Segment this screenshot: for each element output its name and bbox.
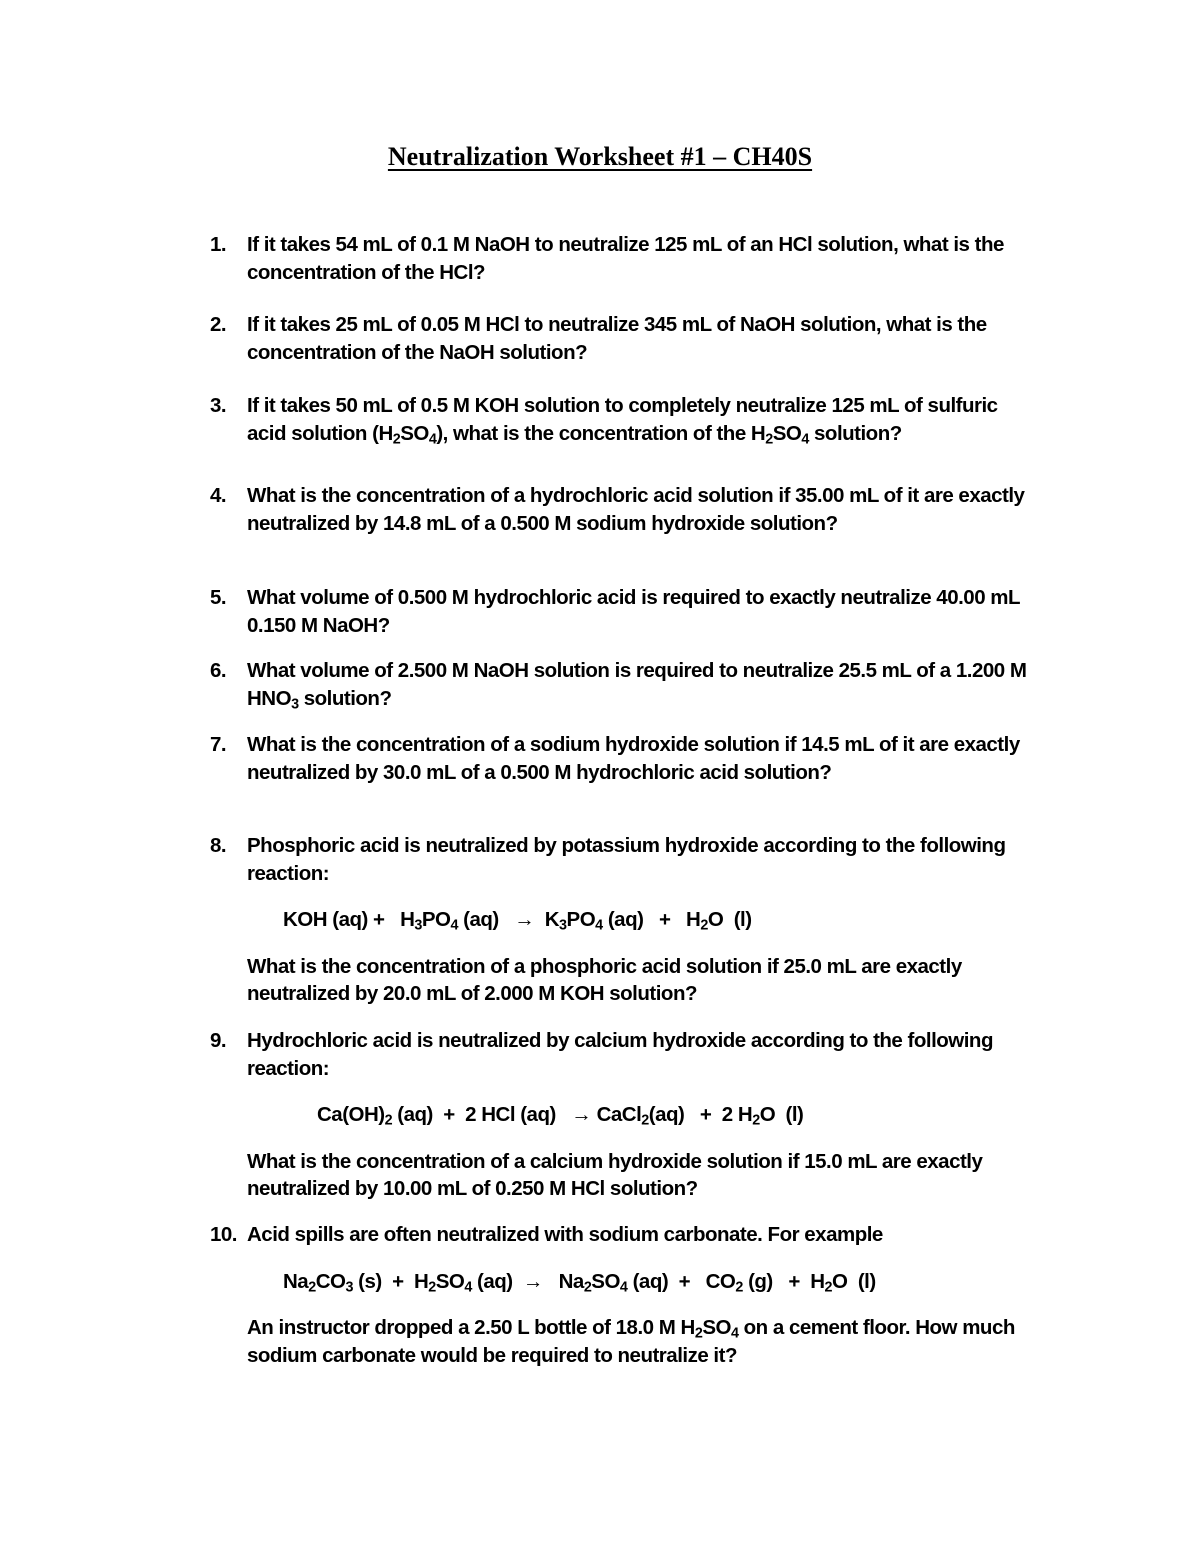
question-3 bbox=[210, 392, 1030, 447]
question-number: 7. bbox=[210, 733, 227, 756]
question-4 bbox=[210, 482, 1030, 537]
reaction-equation: $Ca(OH)_2$ (aq) + 2 HCl (aq) → CaCl$_2$(aq) + 2 $H_2O$ (l) bbox=[317, 1103, 804, 1129]
question-10 bbox=[210, 1221, 1030, 1369]
question-text: If it takes 25 mL of 0.05 M HCl to neutralize 345 mL of NaOH solution, what is the concentration of the NaOH solution? bbox=[247, 313, 987, 364]
question-intro: Hydrochloric acid is neutralized by calcium hydroxide according to the following reaction: bbox=[247, 1029, 993, 1080]
question-number: 5. bbox=[210, 586, 227, 609]
question-intro: Phosphoric acid is neutralized by potassium hydroxide according to the following reaction: bbox=[247, 834, 1006, 885]
question-number: 2. bbox=[210, 313, 227, 336]
question-number: 4. bbox=[210, 484, 227, 507]
question-text: An instructor dropped a 2.50 L bottle of 18.0 M $H_2SO_4$ on a cement floor. How much sodium carbonate would be required to neutralize it? bbox=[247, 1316, 1015, 1367]
question-9 bbox=[210, 1027, 1030, 1203]
question-text: What is the concentration of a phosphoric acid solution if 25.0 mL are exactly neutralized by 20.0 mL of 2.000 M KOH solution? bbox=[247, 954, 962, 1005]
question-text: What volume of 2.500 M NaOH solution is required to neutralize 25.5 mL of a 1.200 M $HNO_3$ solution? bbox=[247, 659, 1027, 713]
question-7 bbox=[210, 731, 1030, 786]
question-1 bbox=[210, 231, 1030, 286]
question-2 bbox=[210, 311, 1030, 366]
question-6 bbox=[210, 657, 1030, 712]
reaction-equation: KOH $(aq) + H_3PO_4$ $(aq) \to K_3PO_4$ $(aq) + H_2O$ (l) bbox=[283, 908, 752, 934]
question-intro: Acid spills are often neutralized with sodium carbonate. For example bbox=[247, 1223, 883, 1246]
question-text: What volume of 0.500 M hydrochloric acid is required to exactly neutralize 40.00 mL 0.150 M NaOH? bbox=[247, 586, 1020, 637]
question-text: If it takes 50 mL of 0.5 M KOH solution to completely neutralize 125 mL of sulfuric acid solution $(H_2SO_4)$, what is the concentration of the $H_2SO_4$ solution? bbox=[247, 394, 998, 448]
question-number: 6. bbox=[210, 659, 227, 682]
question-number: 10. bbox=[210, 1223, 237, 1246]
question-number: 9. bbox=[210, 1029, 227, 1052]
question-number: 3. bbox=[210, 394, 227, 417]
question-text: What is the concentration of a hydrochloric acid solution if 35.00 mL of it are exactly neutralized by 14.8 mL of a 0.500 M sodium hydroxide solution? bbox=[247, 484, 1025, 535]
question-number: 8. bbox=[210, 834, 227, 857]
question-5 bbox=[210, 584, 1030, 639]
reaction-equation: $Na_2CO_3$ $(s) + H_2SO_4$ $(aq) \to Na_2SO_4$ $(aq) + CO_2$ $(g) + H_2O$ (l) bbox=[283, 1269, 876, 1296]
page-title: Neutralization Worksheet #1 – CH40S bbox=[387, 142, 813, 171]
question-number: 1. bbox=[210, 233, 227, 256]
question-text: What is the concentration of a calcium hydroxide solution if 15.0 mL are exactly neutralized by 10.00 mL of 0.250 M HCl solution? bbox=[247, 1149, 983, 1200]
question-8 bbox=[210, 832, 1030, 1008]
question-text: If it takes 54 mL of 0.1 M NaOH to neutralize 125 mL of an HCl solution, what is the concentration of the HCl? bbox=[247, 233, 1004, 284]
question-text: What is the concentration of a sodium hydroxide solution if 14.5 mL of it are exactly neutralized by 30.0 mL of a 0.500 M hydrochloric acid solution? bbox=[247, 733, 1020, 784]
